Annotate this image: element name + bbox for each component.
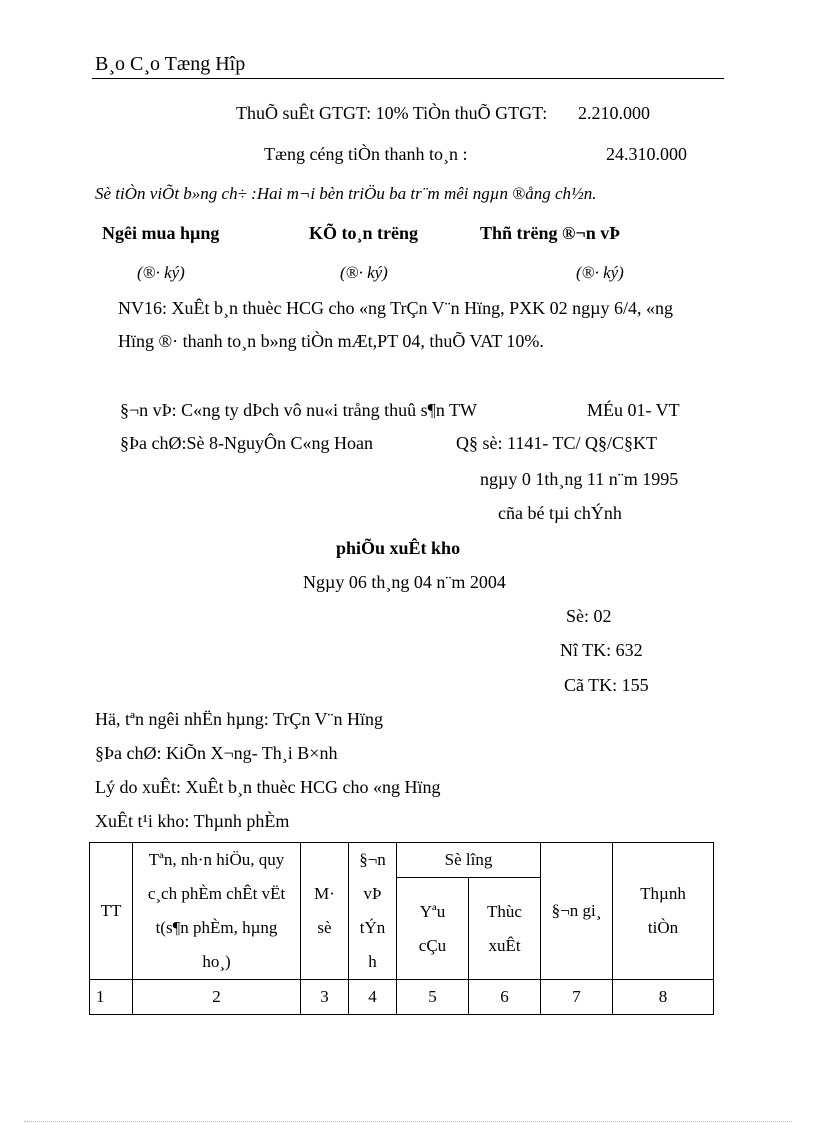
sign-note-head: (®· ký) [576, 263, 624, 282]
header-unit-price: §¬n gi¸ [541, 843, 613, 980]
slip-number: Sè: 02 [566, 606, 612, 626]
column-number: 3 [301, 980, 349, 1015]
slip-date: Ngµy 06 th¸ng 04 n¨m 2004 [303, 572, 506, 592]
vat-amount: 2.210.000 [578, 103, 650, 123]
header-qty-actual: Thùc xuÊt [469, 878, 541, 980]
slip-title: phiÕu xuÊt kho [336, 538, 461, 558]
column-number-row [90, 980, 714, 1015]
sign-note-accountant: (®· ký) [340, 263, 388, 282]
recipient-name: Hä, tªn ngêi nhËn hµng: TrÇn V¨n Hïng [95, 709, 384, 729]
decision-date: ngµy 0 1th¸ng 11 n¨m 1995 [480, 469, 679, 489]
sign-note-buyer: (®· ký) [137, 263, 185, 282]
debit-account: Nî TK: 632 [560, 640, 643, 660]
form-code: MÉu 01- VT [587, 400, 680, 420]
export-warehouse: XuÊt t¹i kho: Thµnh phÈm [95, 811, 290, 831]
header-item-name: Tªn, nh·n hiÖu, quy c¸ch phÈm chÊt vËt t(s¶n phÈm, hµng ho¸) [133, 843, 301, 980]
company-address: §Þa chØ:Sè 8-NguyÔn C«ng Hoan [120, 433, 373, 453]
recipient-address: §Þa chØ: KiÕn X¬ng- Th¸i B×nh [95, 743, 338, 763]
transaction-line-1: NV16: XuÊt b¸n thuèc HCG cho «ng TrÇn V¨n Hïng, PXK 02 ngµy 6/4, «ng [118, 298, 674, 318]
header-tt: TT [90, 843, 133, 980]
export-reason: Lý do xuÊt: XuÊt b¸n thuèc HCG cho «ng Hïng [95, 777, 441, 797]
page-header-title: B¸o C¸o Tæng Hîp [95, 53, 246, 75]
signature-buyer: Ngêi mua hµng [102, 223, 220, 243]
header-code: M· sè [301, 843, 349, 980]
column-number: 2 [133, 980, 301, 1015]
total-amount: 24.310.000 [606, 144, 687, 164]
total-label: Tæng céng tiÒn thanh to¸n : [264, 144, 468, 164]
signature-accountant: KÕ to¸n trëng [309, 223, 418, 243]
page-bottom-divider [24, 1121, 792, 1122]
header-rule [92, 78, 724, 79]
transaction-line-2: Hïng ®· thanh to¸n b»ng tiÒn mÆt,PT 04, thuÕ VAT 10%. [118, 331, 544, 351]
amount-in-words: Sè tiÒn viÕt b»ng ch÷ :Hai m¬i bèn triÖu ba tr¨m mêi ngµn ®ång ch½n. [95, 184, 597, 203]
credit-account: Cã TK: 155 [564, 675, 649, 695]
signature-head: Thñ trëng ®¬n vÞ [480, 223, 621, 243]
column-number: 6 [469, 980, 541, 1015]
column-number: 5 [397, 980, 469, 1015]
decision-number: Q§ sè: 1141- TC/ Q§/C§KT [456, 433, 657, 453]
header-quantity-group: Sè lîng [397, 843, 541, 878]
column-number: 1 [90, 980, 133, 1015]
header-unit: §¬n vÞ tÝn h [349, 843, 397, 980]
column-number: 8 [613, 980, 714, 1015]
header-amount: Thµnh tiÒn [613, 843, 714, 980]
header-qty-requested: Yªu cÇu [397, 878, 469, 980]
stock-issue-table [89, 842, 714, 1015]
column-number: 7 [541, 980, 613, 1015]
issuer: cña bé tµi chÝnh [498, 503, 622, 523]
company-unit: §¬n vÞ: C«ng ty dÞch vô nu«i trång thuû s¶n TW [120, 400, 477, 420]
column-number: 4 [349, 980, 397, 1015]
vat-line: ThuÕ suÊt GTGT: 10% TiÒn thuÕ GTGT: [236, 103, 548, 123]
